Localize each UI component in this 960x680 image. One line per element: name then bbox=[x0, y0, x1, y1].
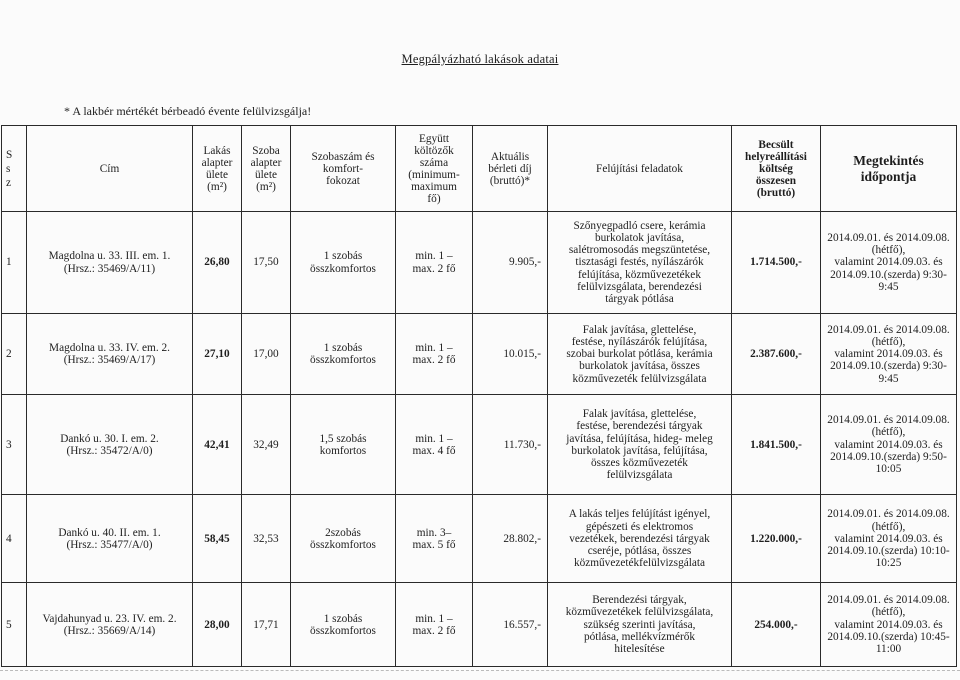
estimated-cost-cell: 1.714.500,- bbox=[732, 212, 821, 314]
room-type-cell: 1,5 szobás komfortos bbox=[291, 395, 396, 495]
apartment-area-cell: 27,10 bbox=[193, 314, 242, 395]
estimated-cost-cell: 1.841.500,- bbox=[732, 395, 821, 495]
header-viewing: Megtekintés időpontja bbox=[821, 126, 957, 212]
table-row bbox=[2, 395, 957, 495]
header-szoba-area: Szoba alapter ülete (m²) bbox=[242, 126, 291, 212]
rent-cell: 16.557,- bbox=[473, 583, 548, 667]
room-type-cell: 1 szobás összkomfortos bbox=[291, 212, 396, 314]
rent-cell: 28.802,- bbox=[473, 495, 548, 583]
row-number: 3 bbox=[2, 395, 27, 495]
renovation-tasks-cell: Szőnyegpadló csere, kerámia burkolatok javítása, salétromosodás megszüntetése, tisztasági festés, nyílászárók felújítása, közművezetékek felülvizsgálata, berendezési tárgyak pótlása bbox=[548, 212, 732, 314]
address-cell: Dankó u. 40. II. em. 1. (Hrsz.: 35477/A/0) bbox=[27, 495, 193, 583]
table-row bbox=[2, 583, 957, 667]
occupants-cell: min. 1 – max. 4 fő bbox=[396, 395, 473, 495]
room-area-cell: 17,00 bbox=[242, 314, 291, 395]
occupants-cell: min. 1 – max. 2 fő bbox=[396, 212, 473, 314]
estimated-cost-cell: 254.000,- bbox=[732, 583, 821, 667]
table-row bbox=[2, 495, 957, 583]
header-lakas-area: Lakás alapter ülete (m²) bbox=[193, 126, 242, 212]
viewing-time-cell: 2014.09.01. és 2014.09.08. (hétfő), valamint 2014.09.03. és 2014.09.10.(szerda) 10:45-11:00 bbox=[821, 583, 957, 667]
apartment-area-cell: 42,41 bbox=[193, 395, 242, 495]
header-cim: Cím bbox=[27, 126, 193, 212]
estimated-cost-cell: 2.387.600,- bbox=[732, 314, 821, 395]
occupants-cell: min. 3– max. 5 fő bbox=[396, 495, 473, 583]
viewing-time-cell: 2014.09.01. és 2014.09.08. (hétfő), valamint 2014.09.03. és 2014.09.10.(szerda) 9:30-9:45 bbox=[821, 212, 957, 314]
apartments-table bbox=[1, 125, 957, 667]
room-area-cell: 32,53 bbox=[242, 495, 291, 583]
renovation-tasks-cell: Berendezési tárgyak, közművezetékek felülvizsgálata, szükség szerinti javítása, pótlása, mellékvízmérők hitelesítése bbox=[548, 583, 732, 667]
table-row bbox=[2, 314, 957, 395]
occupants-cell: min. 1 – max. 2 fő bbox=[396, 314, 473, 395]
rent-cell: 9.905,- bbox=[473, 212, 548, 314]
room-area-cell: 17,50 bbox=[242, 212, 291, 314]
address-cell: Dankó u. 30. I. em. 2. (Hrsz.: 35472/A/0) bbox=[27, 395, 193, 495]
header-row bbox=[2, 126, 957, 212]
renovation-tasks-cell: Falak javítása, glettelése, festése, nyílászárók felújítása, szobai burkolat pótlása, kerámia burkolatok javítása, összes közművezeték felülvizsgálata bbox=[548, 314, 732, 395]
estimated-cost-cell: 1.220.000,- bbox=[732, 495, 821, 583]
header-rent: Aktuális bérleti díj (bruttó)* bbox=[473, 126, 548, 212]
address-cell: Vajdahunyad u. 23. IV. em. 2. (Hrsz.: 35669/A/14) bbox=[27, 583, 193, 667]
renovation-tasks-cell: Falak javítása, glettelése, festése, berendezési tárgyak javítása, felújítása, hideg- meleg burkolatok javítása, felújítása, összes közművezeték felülvizsgálata bbox=[548, 395, 732, 495]
room-type-cell: 1 szobás összkomfortos bbox=[291, 583, 396, 667]
room-type-cell: 1 szobás összkomfortos bbox=[291, 314, 396, 395]
row-number: 5 bbox=[2, 583, 27, 667]
row-number: 4 bbox=[2, 495, 27, 583]
room-type-cell: 2szobás összkomfortos bbox=[291, 495, 396, 583]
header-occupants: Együtt költözők száma (minimum- maximum fő) bbox=[396, 126, 473, 212]
row-number: 1 bbox=[2, 212, 27, 314]
rent-cell: 11.730,- bbox=[473, 395, 548, 495]
header-cost: Becsült helyreállítási költség összesen (bruttó) bbox=[732, 126, 821, 212]
room-area-cell: 32,49 bbox=[242, 395, 291, 495]
address-cell: Magdolna u. 33. IV. em. 2. (Hrsz.: 35469/A/17) bbox=[27, 314, 193, 395]
room-area-cell: 17,71 bbox=[242, 583, 291, 667]
header-sz: S s z bbox=[2, 126, 27, 212]
apartment-area-cell: 58,45 bbox=[193, 495, 242, 583]
renovation-tasks-cell: A lakás teljes felújítást igényel, gépészeti és elektromos vezetékek, berendezési tárgyak cseréje, pótlása, összes közművezetékfelülvizsgálata bbox=[548, 495, 732, 583]
address-cell: Magdolna u. 33. III. em. 1. (Hrsz.: 35469/A/11) bbox=[27, 212, 193, 314]
viewing-time-cell: 2014.09.01. és 2014.09.08. (hétfő), valamint 2014.09.03. és 2014.09.10.(szerda) 9:30-9:45 bbox=[821, 314, 957, 395]
header-tasks: Felújítási feladatok bbox=[548, 126, 732, 212]
rent-note: * A lakbér mértékét bérbeadó évente felülvizsgálja! bbox=[64, 104, 312, 118]
rent-cell: 10.015,- bbox=[473, 314, 548, 395]
table-row bbox=[2, 212, 957, 314]
apartment-area-cell: 26,80 bbox=[193, 212, 242, 314]
row-number: 2 bbox=[2, 314, 27, 395]
page-title: Megpályázható lakások adatai bbox=[401, 52, 559, 66]
viewing-time-cell: 2014.09.01. és 2014.09.08. (hétfő), valamint 2014.09.03. és 2014.09.10.(szerda) 9:50-10:05 bbox=[821, 395, 957, 495]
occupants-cell: min. 1 – max. 2 fő bbox=[396, 583, 473, 667]
apartment-area-cell: 28,00 bbox=[193, 583, 242, 667]
header-room-count: Szobaszám és komfort- fokozat bbox=[291, 126, 396, 212]
viewing-time-cell: 2014.09.01. és 2014.09.08. (hétfő), valamint 2014.09.03. és 2014.09.10.(szerda) 10:10-10:25 bbox=[821, 495, 957, 583]
